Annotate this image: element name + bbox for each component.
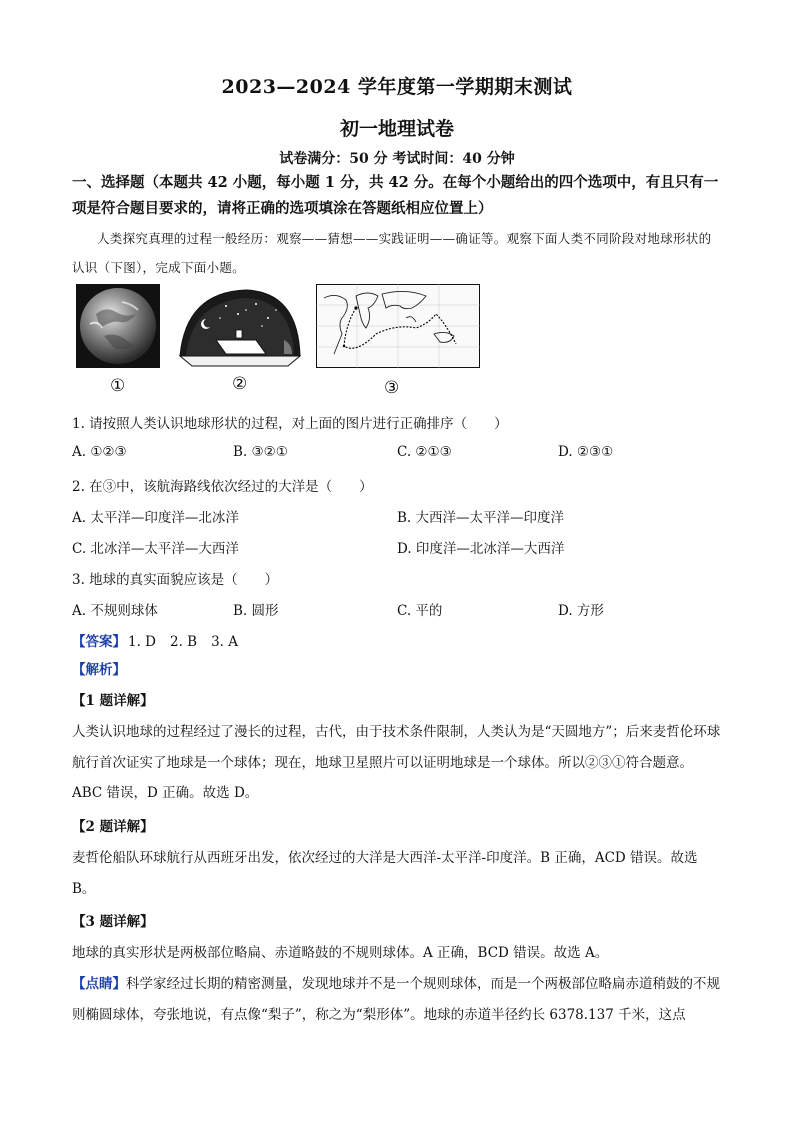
detail-1-tag: 【1 题详解】 [72, 693, 154, 709]
exam-title: 2023—2024 学年度第一学期期末测试 [221, 76, 573, 98]
intro-paragraph: 人类探究真理的过程一般经历：观察——猜想——实践证明——确证等。观察下面人类不同阶段对地球形状的认识（下图），完成下面小题。 [72, 231, 712, 275]
question-3-option-c[interactable]: C. 平的 [397, 603, 443, 619]
answer-item-3: 3. A [211, 634, 239, 650]
question-3-option-b[interactable]: B. 圆形 [233, 603, 279, 619]
detail-1-text: 人类认识地球的过程经过了漫长的过程，古代，由于技术条件限制，人类认为是“天圆地方”；后来麦哲伦环球航行首次证实了地球是一个球体；现在，地球卫星照片可以证明地球是一个球体。所以②③①符合题意。ABC 错误，D 正确。故选 D。 [72, 724, 721, 801]
answer-tag: 【答案】 [72, 634, 126, 650]
earth-photo-figure [76, 284, 160, 368]
voyage-map-figure [316, 284, 480, 368]
question-1-option-c[interactable]: C. ②①③ [397, 444, 452, 460]
exam-subtitle: 初一地理试卷 [339, 118, 454, 140]
detail-2-tag: 【2 题详解】 [72, 819, 154, 835]
question-2-option-a[interactable]: A. 太平洋—印度洋—北冰洋 [72, 510, 239, 526]
answer-item-2: 2. B [170, 634, 198, 650]
question-3-option-a[interactable]: A. 不规则球体 [72, 603, 158, 619]
detail-2-text: 麦哲伦船队环球航行从西班牙出发，依次经过的大洋是大西洋-太平洋-印度洋。B 正确，ACD 错误。故选 B。 [72, 850, 698, 897]
detail-3-text: 地球的真实形状是两极部位略扁、赤道略鼓的不规则球体。A 正确，BCD 错误。故选 A。 [72, 945, 609, 961]
question-1-option-a[interactable]: A. ①②③ [72, 444, 127, 460]
section-heading: 一、选择题（本题共 42 小题，每小题 1 分，共 42 分。在每个小题给出的四个选项中，有且只有一项是符合题目要求的，请将正确的选项填涂在答题纸相应位置上） [72, 174, 719, 217]
question-2-stem: 2. 在③中，该航海路线依次经过的大洋是（ ） [72, 479, 373, 495]
question-2-option-c[interactable]: C. 北冰洋—太平洋—大西洋 [72, 541, 239, 557]
figure-label-1: ① [110, 376, 126, 396]
detail-3-tag: 【3 题详解】 [72, 914, 154, 930]
question-3-option-d[interactable]: D. 方形 [558, 603, 604, 619]
answer-item-1: 1. D [128, 634, 156, 650]
point-paragraph [72, 969, 722, 1030]
point-text: 科学家经过长期的精密测量，发现地球并不是一个规则球体，而是一个两极部位略扁赤道稍鼓的不规则椭圆球体，夸张地说，有点像“梨子”，称之为“梨形体”。地球的赤道半径约长 6378.137 千米，这点 [72, 976, 720, 1023]
exam-meta: 试卷满分：50 分 考试时间：40 分钟 [279, 151, 515, 167]
analysis-tag: 【解析】 [72, 662, 126, 678]
figure-row [72, 284, 492, 400]
question-1-option-b[interactable]: B. ③②① [233, 444, 288, 460]
question-3-stem: 3. 地球的真实面貌应该是（ ） [72, 572, 279, 588]
figure-label-2: ② [232, 374, 248, 394]
answer-row [72, 630, 252, 650]
question-2-option-b[interactable]: B. 大西洋—太平洋—印度洋 [397, 510, 565, 526]
question-1-option-d[interactable]: D. ②③① [558, 444, 614, 460]
dome-sky-figure [176, 284, 304, 368]
question-1-stem: 1. 请按照人类认识地球形状的过程，对上面的图片进行正确排序（ ） [72, 416, 508, 432]
point-tag: 【点睛】 [72, 976, 126, 992]
figure-label-3: ③ [384, 378, 400, 398]
question-2-option-d[interactable]: D. 印度洋—北冰洋—大西洋 [397, 541, 565, 557]
